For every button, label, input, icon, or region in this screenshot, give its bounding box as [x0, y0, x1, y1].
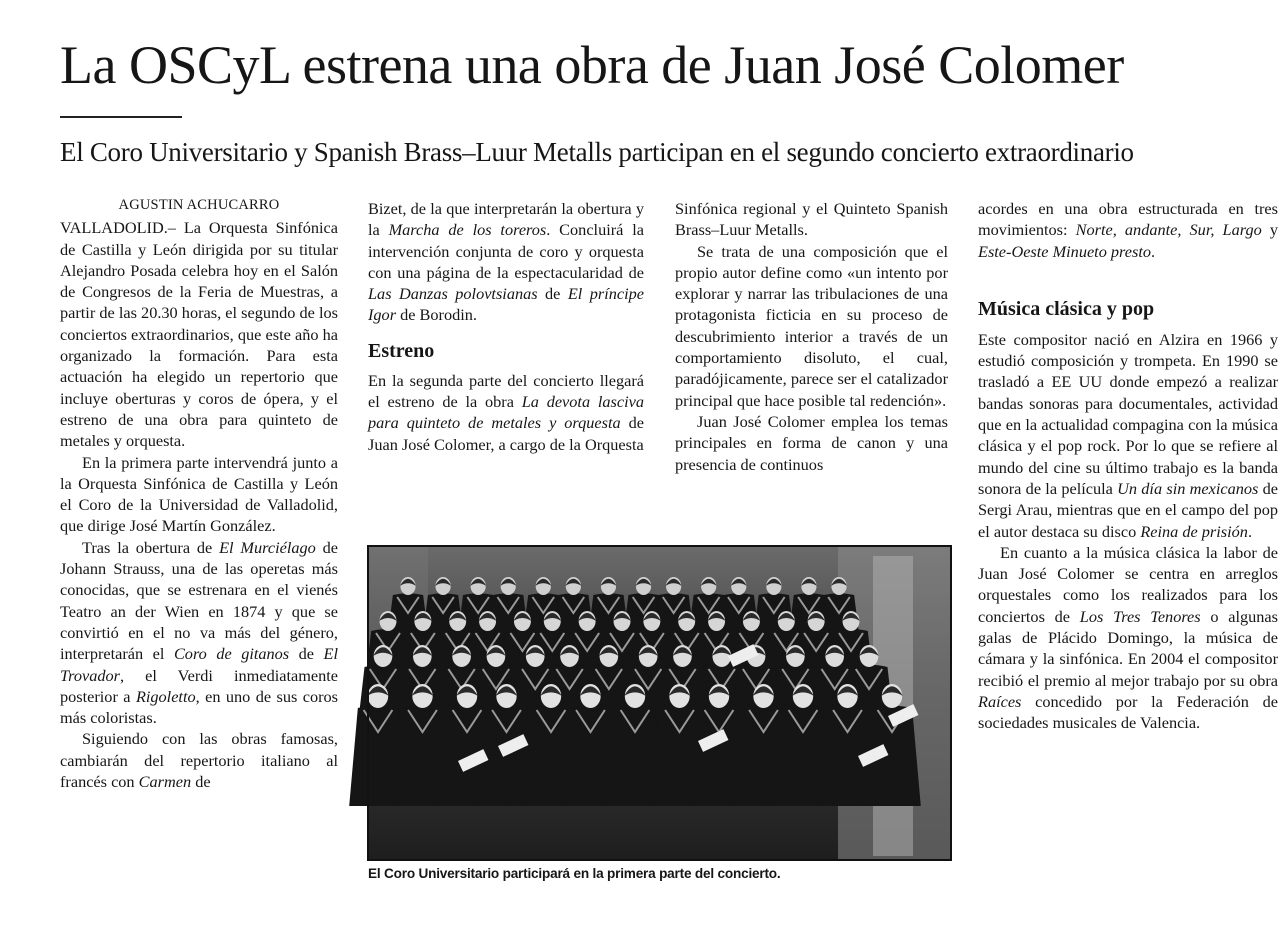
paragraph: Se trata de una composición que el propio autor define como «un intento por explorar y narrar las tribulaciones de una protagonista ficticia en su proceso de descubrimiento interior a través de un comportamiento disoluto, el cual, paradójicamente, parece ser el catalizador principal que hace posible tal redención».: [675, 241, 948, 410]
column-2: [368, 198, 644, 455]
paragraph: En cuanto a la música clásica la labor de Juan José Colomer se centra en arreglos orquestales como los realizados para los conciertos de Los Tres Tenores o algunas galas de Plácido Domingo, la música de cámara y la sinfónica. En 2004 el compositor recibió el premio al mejor trabajo por su obra Raíces concedido por la Federación de sociedades musicales de Valencia.: [978, 542, 1278, 733]
paragraph: VALLADOLID.– La Orquesta Sinfónica de Castilla y León dirigida por su titular Alejandro Posada celebra hoy en el Salón de Congresos de la Feria de Muestras, a partir de las 20.30 horas, el segundo de los conciertos extraordinarios, que este año ha organizado la formación. Para esta actuación ha elegido un repertorio que incluye oberturas y coros de ópera, y el estreno de una obra para quinteto de metales y orquesta.: [60, 218, 338, 451]
choir-photo-image: [368, 546, 951, 860]
choir-photo: [368, 546, 951, 860]
paragraph: Siguiendo con las obras famosas, cambiarán del repertorio italiano al francés con Carmen de: [60, 729, 338, 792]
paragraph: Este compositor nació en Alzira en 1966 y estudió composición y trompeta. En 1990 se trasladó a EE UU donde empezó a realizar bandas sonoras para documentales, actividad que en la actualidad compagina con la música clásica y el pop rock. Por lo que se refiere al mundo del cine su último trabajo es la banda sonora de la película Un día sin mexicanos de Sergi Arau, mientras que en el campo del pop el autor destaca su disco Reina de prisión.: [978, 329, 1278, 541]
headline-rule: [60, 116, 182, 118]
column-1: [60, 195, 338, 792]
column-3: [675, 198, 948, 475]
paragraph: Sinfónica regional y el Quinteto Spanish Brass–Luur Metalls.: [675, 199, 948, 240]
column-4: [978, 198, 1278, 898]
photo-caption: El Coro Universitario participará en la primera parte del concierto.: [368, 866, 781, 881]
paragraph: Tras la obertura de El Murciélago de Johann Strauss, una de las operetas más conocidas, que se estrenara en el vienés Teatro an der Wien en 1874 y que se convirtió en el no va más del género, interpretarán el Coro de gitanos de El Trovador, el Verdi inmediatamente posterior a Rigoletto, en uno de sus coros más coloristas.: [60, 537, 338, 728]
section-heading: Música clásica y pop: [978, 297, 1155, 320]
headline: La OSCyL estrena una obra de Juan José Colomer: [60, 35, 1124, 95]
paragraph: Juan José Colomer emplea los temas principales en forma de canon y una presencia de continuos: [675, 411, 948, 474]
paragraph: En la primera parte intervendrá junto a la Orquesta Sinfónica de Castilla y León el Coro de la Universidad de Valladolid, que dirige José Martín González.: [60, 452, 338, 536]
subheadline: El Coro Universitario y Spanish Brass–Luur Metalls participan en el segundo concierto extraordinario: [60, 137, 1134, 167]
byline: AGUSTIN ACHUCARRO: [118, 197, 280, 213]
paragraph: En la segunda parte del concierto llegará el estreno de la obra La devota lasciva para quinteto de metales y orquesta de Juan José Colomer, a cargo de la Orquesta: [368, 370, 644, 454]
section-heading: Estreno: [368, 339, 435, 362]
paragraph: acordes en una obra estructurada en tres movimientos: Norte, andante, Sur, Largo y Este-Oeste Minueto presto.: [978, 199, 1278, 261]
paragraph: Bizet, de la que interpretarán la obertura y la Marcha de los toreros. Concluirá la intervención conjunta de coro y orquesta con una página de la espectacularidad de Las Danzas polovtsianas de El príncipe Igor de Borodin.: [368, 199, 644, 325]
